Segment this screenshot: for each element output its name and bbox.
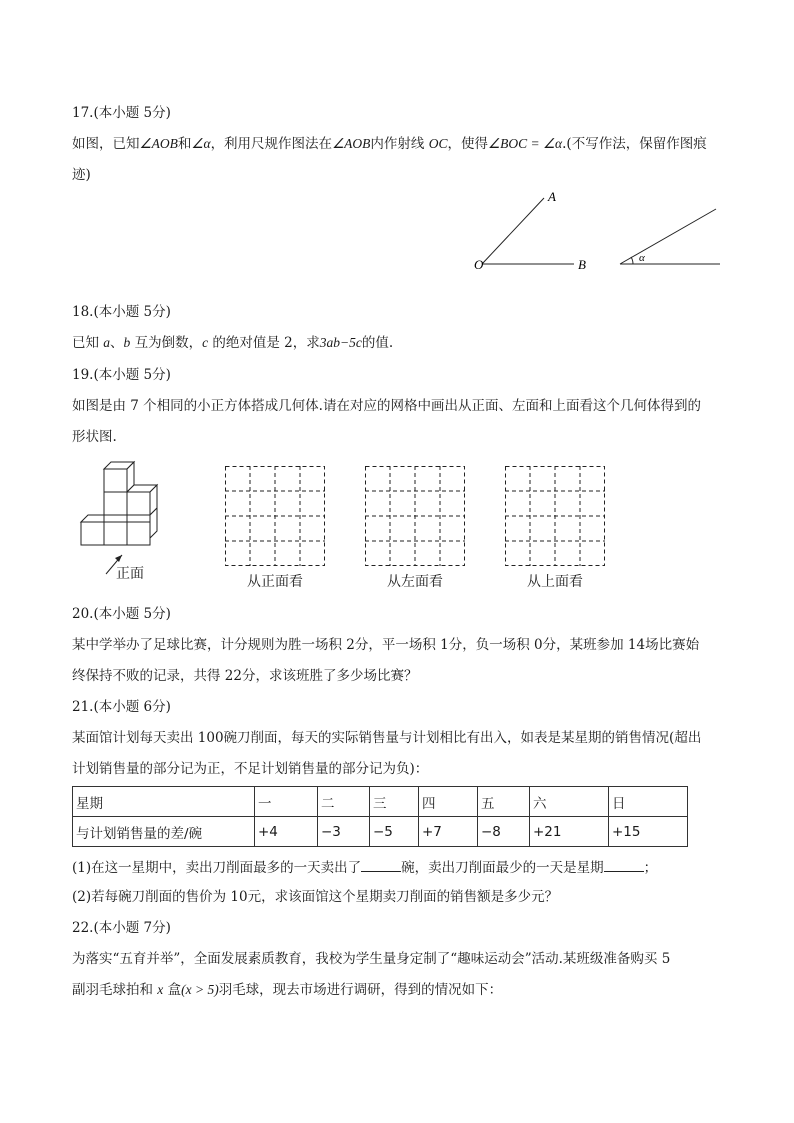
sales-table [72,786,688,847]
table-cell: −5 [370,817,419,847]
cube-3 [127,492,150,515]
q17-text-c: 内作射线 [370,136,429,152]
q17-and: 和 [177,136,192,152]
q22-line1: 为落实“五育并举”，全面发展素质教育，我校为学生量身定制了“趣味运动会”活动.某班级准备购买 5 [72,951,671,967]
q18-sep: 、 [110,335,124,351]
grid-label-top: 从上面看 [527,574,583,590]
q17-angle-aob-2: ∠AOB [332,136,371,151]
label-alpha: α [639,252,645,264]
q18-var-a: a [103,335,111,350]
q17-line2: 迹) [72,167,91,183]
q17-text-d: ，使得 [447,136,488,152]
q20-line2: 终保持不败的记录，共得 22分，求该班胜了多少场比赛？ [72,668,418,684]
q18-header: 18.(本小题 5分) [72,304,171,320]
table-cell: 四 [419,787,478,817]
q22-text-c: 羽毛球，现去市场进行调研，得到的情况如下： [218,982,503,998]
cube-9 [127,522,150,545]
table-cell: 五 [478,787,530,817]
alpha-ray-1 [620,209,716,264]
q19-header: 19.(本小题 5分) [72,367,171,383]
table-row [73,817,688,847]
cube-8 [104,522,127,545]
grid-front[interactable] [225,466,325,566]
answer-blank-2[interactable] [604,857,644,872]
q21-header: 21.(本小题 6分) [72,699,171,715]
cube-6 [81,522,104,545]
table-cell: +4 [255,817,318,847]
q17-angle-alpha: ∠α [191,136,211,151]
table-cell: 日 [609,787,688,817]
table-cell: +21 [530,817,609,847]
q18-var-b: b [123,335,131,350]
table-cell: 一 [255,787,318,817]
q17-figure [470,186,730,274]
q18-expression: 3ab−5c [319,335,362,350]
label-b: B [578,257,586,272]
table-cell: 与计划销售量的差/碗 [73,817,255,847]
q17-ray-oc: OC [428,136,448,151]
table-cell: −8 [478,817,530,847]
grid-label-front: 从正面看 [247,574,303,590]
table-cell: +7 [419,817,478,847]
q22-line2 [72,980,502,1000]
q17-angle-aob: ∠AOB [139,136,178,151]
q17-text-b: ，利用尺规作图法在 [210,136,333,152]
q17-line1 [72,134,707,154]
grid-top[interactable] [505,466,605,566]
cube-6-top [81,515,104,522]
q21-sub1-text-c: ； [643,860,658,876]
q20-header: 20.(本小题 5分) [72,606,171,622]
q18-text-d: 的值. [361,335,394,351]
ray-oa [482,198,544,264]
q18-text-a: 已知 [72,335,104,351]
q22-text-a: 副羽毛球拍和 [72,982,158,998]
q22-condition: (x > 5) [181,982,219,997]
label-a: A [548,189,556,204]
table-cell: 星期 [73,787,255,817]
cube-2 [104,492,127,515]
grid-left[interactable] [365,466,465,566]
answer-blank-1[interactable] [361,857,401,872]
table-cell: 二 [318,787,370,817]
q21-line1: 某面馆计划每天卖出 100碗刀削面，每天的实际销售量与计划相比有出入，如表是某星期的销售情况(超出 [72,730,702,746]
q17-text-e: .(不写作法，保留作图痕 [562,136,707,152]
table-cell: +15 [609,817,688,847]
q17-header: 17.(本小题 5分) [72,105,171,121]
q18-line1 [72,333,393,353]
q17-text-a: 如图，已知 [72,136,140,152]
table-cell: 三 [370,787,419,817]
q21-sub1-text-b: 碗，卖出刀削面最少的一天是星期 [401,860,604,876]
table-row [73,787,688,817]
table-cell: 六 [530,787,609,817]
q21-sub1 [72,857,657,878]
table-cell: −3 [318,817,370,847]
q22-text-b: 盒 [163,982,182,998]
front-label: 正面 [116,566,144,582]
q18-text-b: 互为倒数， [130,335,203,351]
q19-line2: 形状图. [72,429,117,445]
q21-line2: 计划销售量的部分记为正，不足计划销售量的部分记为负)： [72,761,429,777]
q17-equation: ∠BOC = ∠α [487,136,563,151]
q19-line1: 如图是由 7 个相同的小正方体搭成几何体.请在对应的网格中画出从正面、左面和上面看这个几何体得到的 [72,398,701,414]
label-o: O [474,257,484,272]
q21-sub1-text-a: (1)在这一星期中，卖出刀削面最多的一天卖出了 [72,860,362,876]
q20-line1: 某中学举办了足球比赛，计分规则为胜一场积 2分，平一场积 1分，负一场积 0分，某班参加 14场比赛始 [72,637,700,653]
alpha-arc [631,257,633,264]
q18-text-c: 的绝对值是 2，求 [208,335,320,351]
q21-sub2: (2)若每碗刀削面的售价为 10元，求该面馆这个星期卖刀削面的销售额是多少元？ [72,889,559,905]
cube-1 [104,469,127,492]
q18-var-c: c [202,335,209,350]
q22-var-x: x [157,982,164,997]
q22-header: 22.(本小题 7分) [72,920,171,936]
front-arrow-head [115,555,122,562]
grid-label-left: 从左面看 [387,574,443,590]
